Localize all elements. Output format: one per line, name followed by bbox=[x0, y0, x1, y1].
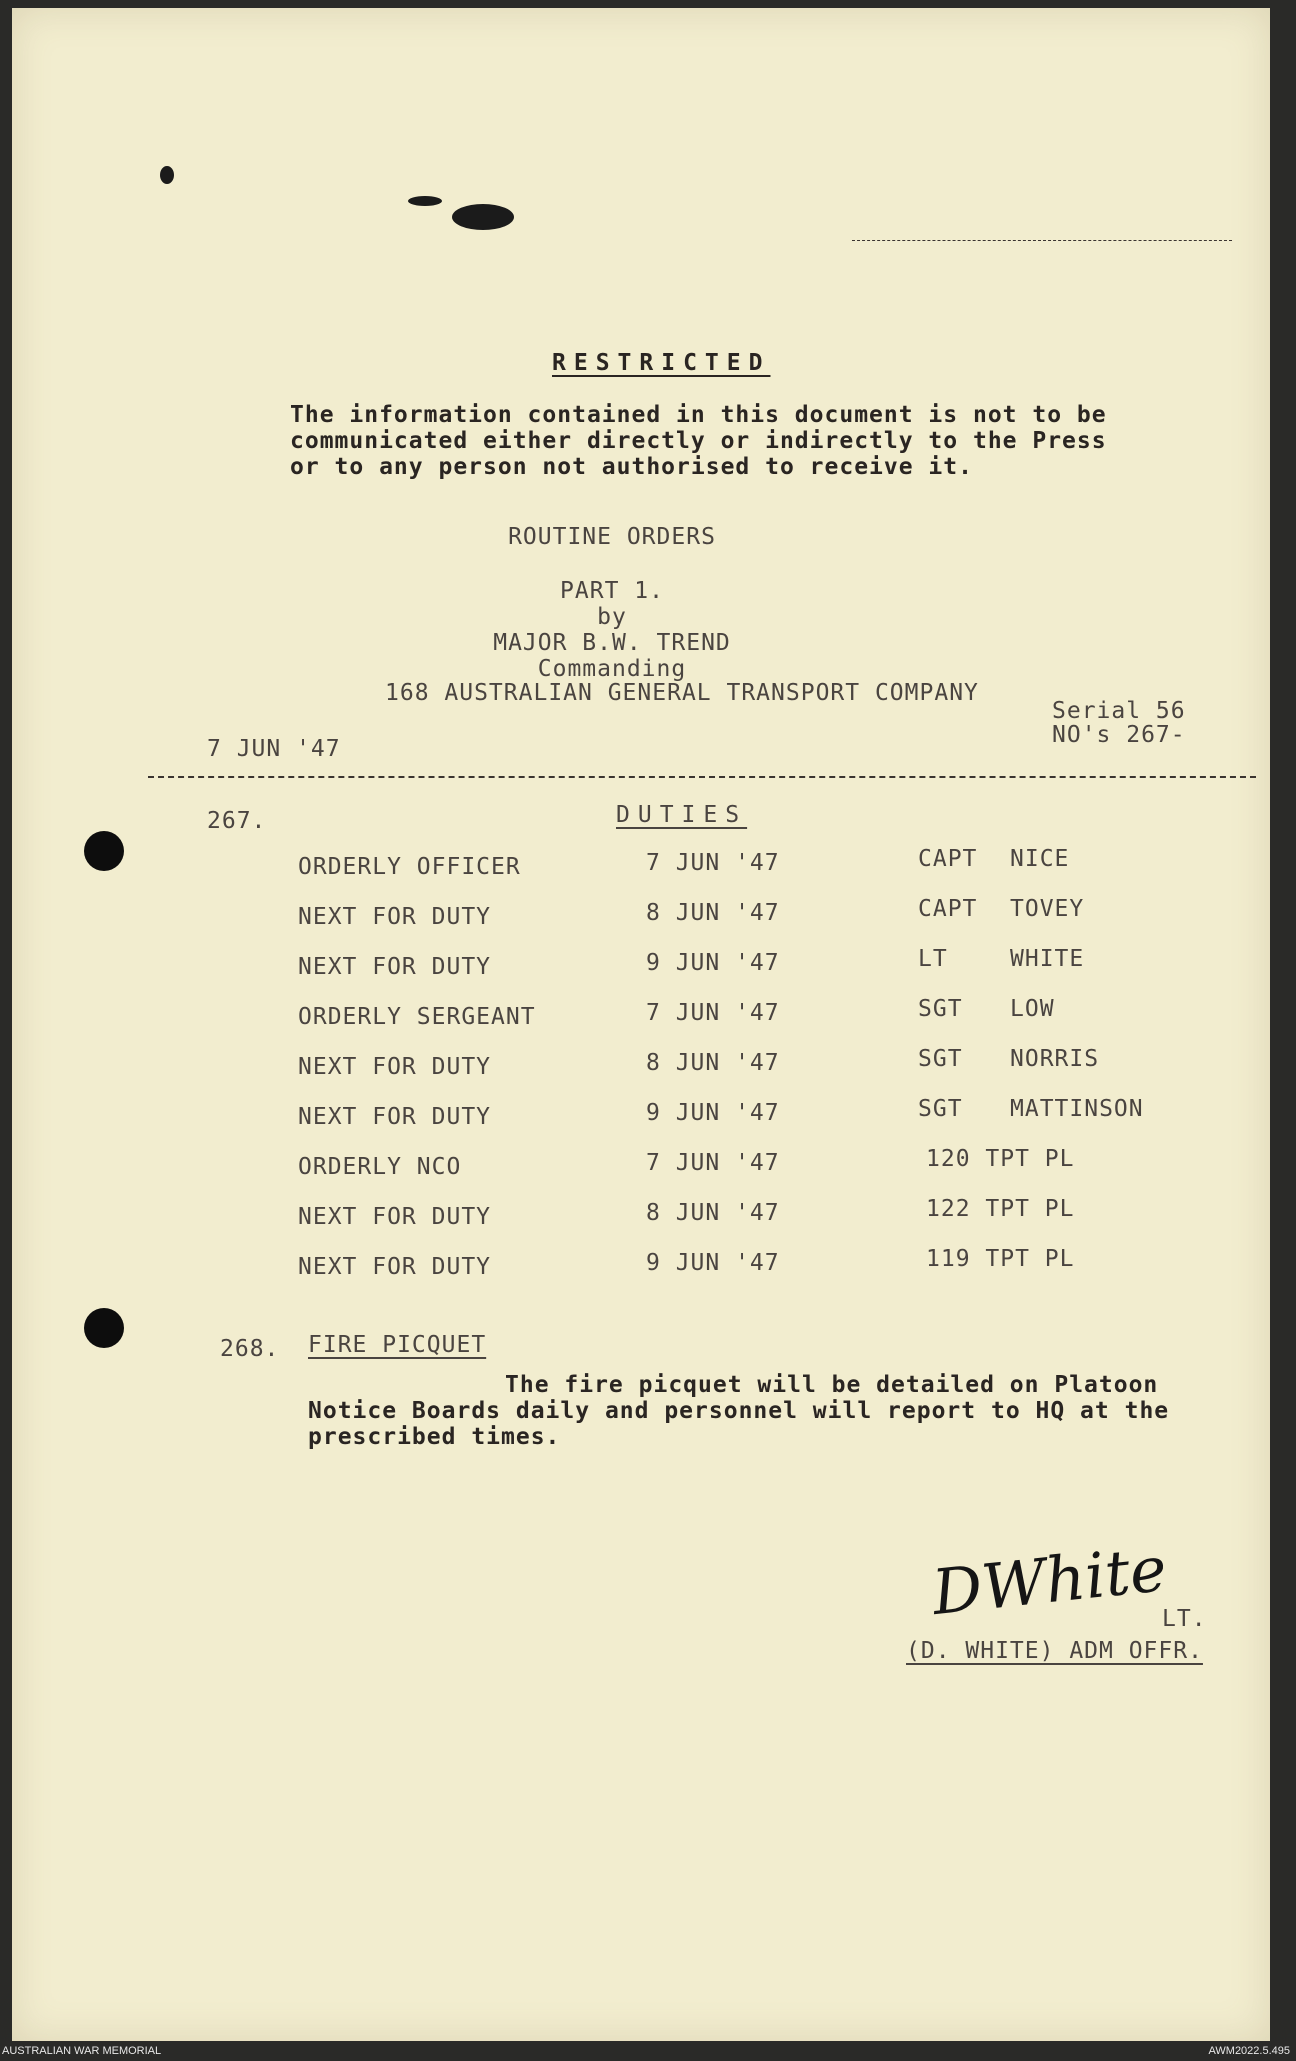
fire-picquet-heading: FIRE PICQUET bbox=[308, 1332, 487, 1358]
duty-rank: LT bbox=[918, 946, 948, 972]
duties-number: 267. bbox=[207, 808, 267, 834]
archive-accession: AWM2022.5.495 bbox=[1208, 2045, 1290, 2057]
orders-by: by bbox=[597, 604, 627, 630]
duty-name: NORRIS bbox=[1010, 1046, 1100, 1072]
duties-heading: DUTIES bbox=[616, 802, 748, 828]
archive-credit: AUSTRALIAN WAR MEMORIAL bbox=[2, 2045, 162, 2057]
serial-number: Serial 56 bbox=[1052, 698, 1186, 724]
duty-name: LOW bbox=[1010, 996, 1055, 1022]
duty-date: 9 JUN '47 bbox=[646, 1250, 780, 1276]
duty-rank: SGT bbox=[918, 1046, 963, 1072]
duty-rank: 119 TPT PL bbox=[926, 1246, 1075, 1272]
duty-date: 9 JUN '47 bbox=[646, 950, 780, 976]
duty-rank: CAPT bbox=[918, 896, 978, 922]
signature-block: (D. WHITE) ADM OFFR. bbox=[906, 1638, 1203, 1664]
fire-picquet-number: 268. bbox=[220, 1336, 280, 1362]
orders-part: PART 1. bbox=[560, 578, 664, 604]
section-divider bbox=[148, 776, 1256, 778]
fire-picquet-line-3: prescribed times. bbox=[308, 1424, 561, 1450]
duty-rank: 120 TPT PL bbox=[926, 1146, 1075, 1172]
binder-hole-top bbox=[84, 831, 124, 871]
duty-role: NEXT FOR DUTY bbox=[298, 1254, 492, 1280]
signature-rank: LT. bbox=[1162, 1606, 1207, 1632]
duty-name: TOVEY bbox=[1010, 896, 1085, 922]
duty-role: ORDERLY NCO bbox=[298, 1154, 462, 1180]
orders-date: 7 JUN '47 bbox=[207, 736, 341, 762]
duty-rank: 122 TPT PL bbox=[926, 1196, 1075, 1222]
duty-role: NEXT FOR DUTY bbox=[298, 1104, 492, 1130]
ink-smudge bbox=[408, 196, 442, 206]
fire-picquet-line-2: Notice Boards daily and personnel will report to HQ at the bbox=[308, 1398, 1170, 1424]
duty-date: 8 JUN '47 bbox=[646, 1200, 780, 1226]
document-page bbox=[12, 8, 1270, 2041]
duty-date: 7 JUN '47 bbox=[646, 1150, 780, 1176]
order-numbers: NO's 267- bbox=[1052, 722, 1186, 748]
duty-date: 7 JUN '47 bbox=[646, 850, 780, 876]
duty-role: ORDERLY OFFICER bbox=[298, 854, 521, 880]
ink-smudge bbox=[452, 204, 514, 230]
duty-date: 8 JUN '47 bbox=[646, 900, 780, 926]
classification-heading: RESTRICTED bbox=[552, 350, 771, 376]
duty-role: ORDERLY SERGEANT bbox=[298, 1004, 536, 1030]
orders-title: ROUTINE ORDERS bbox=[508, 524, 716, 550]
duty-name: WHITE bbox=[1010, 946, 1085, 972]
handwritten-signature: DWhite bbox=[928, 1531, 1170, 1630]
notice-line-2: communicated either directly or indirectly to the Press bbox=[290, 428, 1107, 454]
duty-role: NEXT FOR DUTY bbox=[298, 1204, 492, 1230]
orders-unit: 168 AUSTRALIAN GENERAL TRANSPORT COMPANY bbox=[385, 680, 979, 706]
binder-hole-bottom bbox=[84, 1308, 124, 1348]
duty-role: NEXT FOR DUTY bbox=[298, 904, 492, 930]
orders-officer: MAJOR B.W. TREND bbox=[493, 630, 731, 656]
duty-date: 7 JUN '47 bbox=[646, 1000, 780, 1026]
duty-name: NICE bbox=[1010, 846, 1070, 872]
top-rule bbox=[852, 240, 1232, 241]
duty-date: 9 JUN '47 bbox=[646, 1100, 780, 1126]
duty-role: NEXT FOR DUTY bbox=[298, 954, 492, 980]
duty-rank: SGT bbox=[918, 1096, 963, 1122]
notice-line-3: or to any person not authorised to receive it. bbox=[290, 454, 973, 480]
duty-role: NEXT FOR DUTY bbox=[298, 1054, 492, 1080]
duty-rank: CAPT bbox=[918, 846, 978, 872]
notice-line-1: The information contained in this document is not to be bbox=[290, 402, 1107, 428]
duty-rank: SGT bbox=[918, 996, 963, 1022]
duty-date: 8 JUN '47 bbox=[646, 1050, 780, 1076]
orders-commanding: Commanding bbox=[537, 656, 687, 682]
fire-picquet-line-1: The fire picquet will be detailed on Platoon bbox=[505, 1372, 1159, 1398]
duty-name: MATTINSON bbox=[1010, 1096, 1144, 1122]
ink-smudge bbox=[160, 166, 174, 184]
